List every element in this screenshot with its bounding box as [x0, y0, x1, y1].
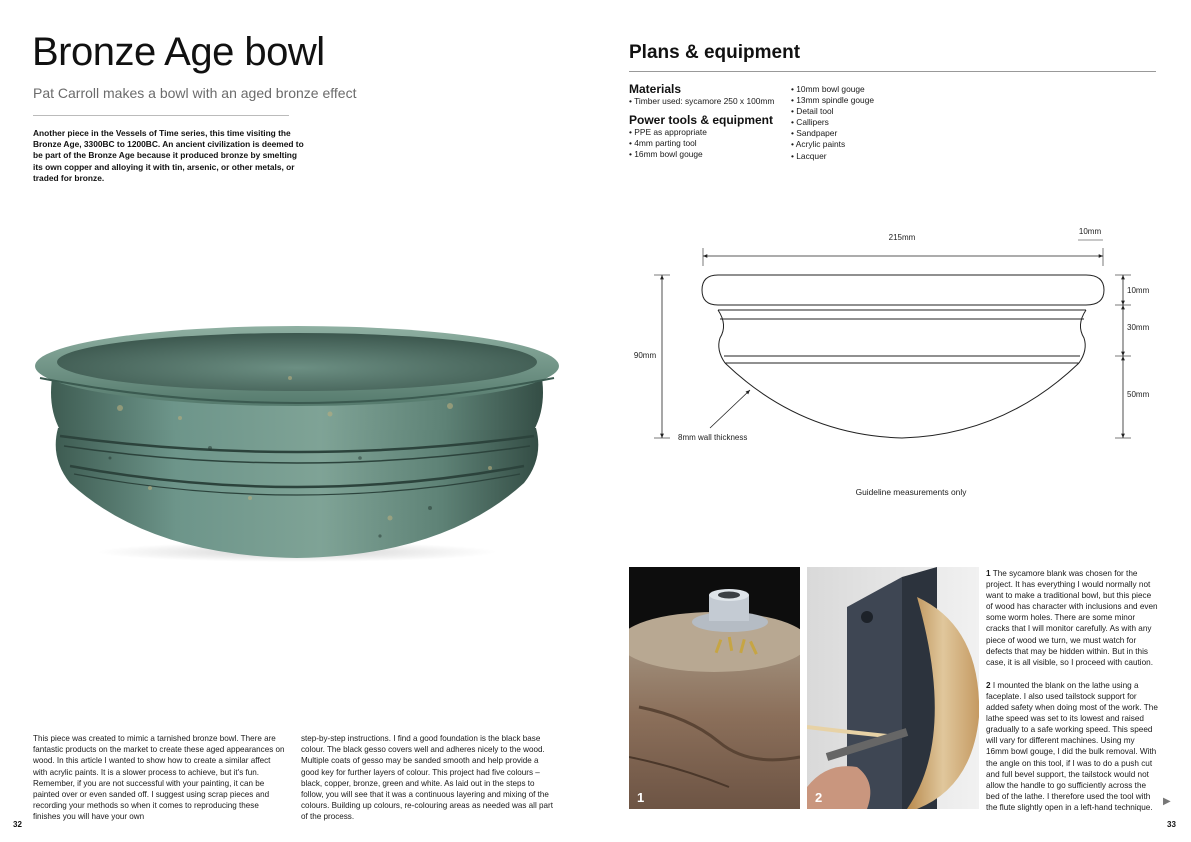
list-item: • 4mm parting tool: [629, 138, 774, 149]
standfirst: Another piece in the Vessels of Time series, this time visiting the Bronze Age, 3300BC to 1200BC. An ancient civilization is deemed to be part of the Bronze Age because it produced bronze by smelting its own copper and alloying it with tin, arsenic, or other metals, or traded for bronze.: [33, 128, 304, 183]
dim-mid-label: 30mm: [1127, 323, 1150, 332]
step-text: The sycamore blank was chosen for the project. It has everything I would normally not want to make a traditional bowl, but this piece of wood has character with inclusions and even some worm holes. There are some minor cracks that I will monitor carefully. As with any piece of wood we turn, we must watch for defects that may be hidden within. But in this case, it is all visible, so I proceed with caution.: [986, 569, 1158, 667]
article-title: Bronze Age bowl: [32, 30, 325, 74]
article-subtitle: Pat Carroll makes a bowl with an aged bronze effect: [33, 85, 357, 101]
step-number: 2: [986, 680, 991, 690]
list-item: • Detail tool: [791, 106, 874, 117]
step-text: I mounted the blank on the lathe using a faceplate. I also used tailstock support for added safety when doing most of the work. The lathe speed was set to its lowest and raised gradually to a safe working speed. This speed will vary for different machines. Using my 16mm bowl gouge, I did the bulk removal. With the angle on this tool, if I was to do a push cut and full bevel support, the tailstock would not allow the handle to go sufficiently across the bed of the lathe. I therefore used the tool with the flute slightly open in a left-hand technique.: [986, 680, 1158, 812]
materials-list: [629, 96, 774, 107]
list-item: • Callipers: [791, 117, 874, 128]
list-item: • Timber used: sycamore 250 x 100mm: [629, 96, 774, 107]
equipment-block: [791, 84, 874, 162]
list-item: • Acrylic paints: [791, 139, 874, 150]
subtitle-divider: [33, 115, 289, 116]
list-item: • 13mm spindle gouge: [791, 95, 874, 106]
bronze-bowl-photo: [30, 318, 565, 568]
plans-title: Plans & equipment: [629, 42, 801, 63]
list-item: • 16mm bowl gouge: [629, 149, 774, 160]
guideline-note: Guideline measurements only: [855, 487, 967, 497]
tools-list: [629, 127, 774, 160]
page-number-left: 32: [13, 820, 22, 829]
materials-block: [629, 82, 774, 160]
step-caption-1: [986, 568, 1158, 668]
list-item: • PPE as appropriate: [629, 127, 774, 138]
step-captions: [986, 568, 1158, 825]
photo-number-2: 2: [815, 790, 823, 805]
dim-rim-width-label: 10mm: [1078, 227, 1102, 236]
dim-width-label: 215mm: [888, 233, 916, 242]
page-number-right: 33: [1167, 820, 1176, 829]
list-item: • Lacquer: [791, 151, 874, 162]
continue-arrow-icon: ▶: [1163, 796, 1171, 807]
body-text-column-2: step-by-step instructions. I find a good foundation is the black base colour. The black gesso covers well and adheres nicely to the wood. Multiple coats of gesso may be sanded smooth and help provide a good key for further layers of colour. This project had five colours – black, copper, bronze, green and white. As laid out in the steps to follow, you will see that it was a continuous layering and mixing of the colours. Building up colours, re-colouring areas as needed was all part of the process.: [301, 734, 553, 822]
list-item: • 10mm bowl gouge: [791, 84, 874, 95]
bowl-plan-diagram: [620, 220, 1160, 510]
photo-number-1: 1: [637, 790, 645, 805]
body-text-column-1: This piece was created to mimic a tarnished bronze bowl. There are fantastic products on the market to create these aged appearances on wood. In this article I wanted to show how to create a similar affect with acrylic paints. It is a slower process to achieve, but it's fun. Remember, if you are not successful with your painting, it can be painted over or even sanded off. I suggest using scrap pieces and recording your methods so when it comes to reproducing these finishes you will have your own: [33, 734, 285, 822]
dim-height-label: 90mm: [633, 351, 657, 360]
step-number: 1: [986, 569, 991, 578]
plans-divider: [629, 71, 1156, 72]
tools-heading: Power tools & equipment: [629, 113, 774, 128]
dim-rim-height-label: 10mm: [1127, 286, 1150, 295]
materials-heading: Materials: [629, 82, 682, 96]
step-caption-2: [986, 680, 1158, 813]
lathe-turning-photo: [807, 567, 979, 809]
dim-base-label: 50mm: [1127, 390, 1150, 399]
sycamore-blank-photo: [629, 567, 800, 809]
equipment-list: [791, 84, 874, 162]
list-item: • Sandpaper: [791, 128, 874, 139]
wall-thickness-label: 8mm wall thickness: [678, 433, 748, 442]
